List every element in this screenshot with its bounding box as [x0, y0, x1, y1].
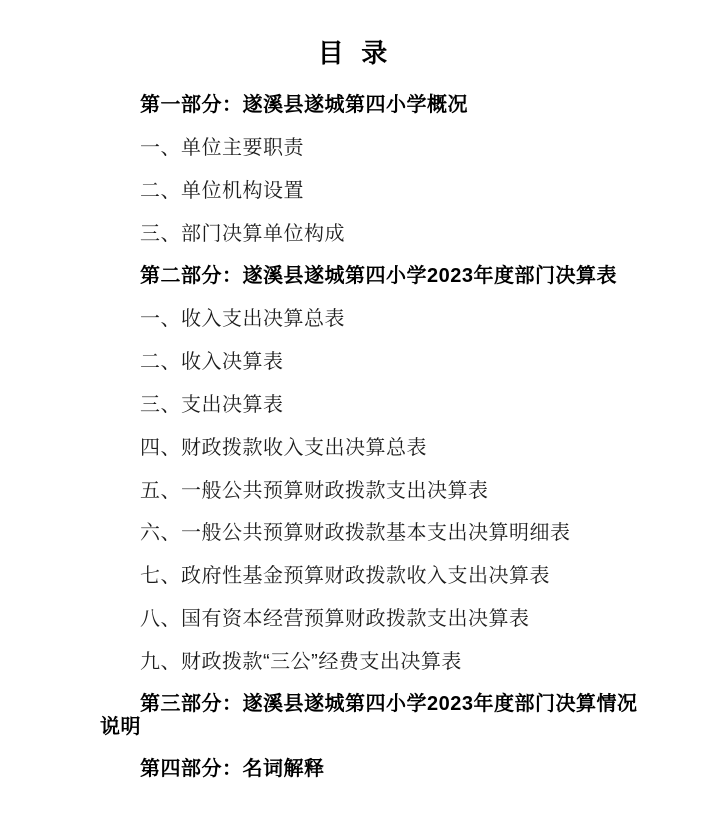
part1-item-3: 三、部门决算单位构成: [140, 223, 345, 245]
part2-item-4: 四、财政拨款收入支出决算总表: [140, 437, 427, 459]
part2-item-6: 六、一般公共预算财政拨款基本支出决算明细表: [140, 522, 571, 544]
part2-heading: 第二部分：遂溪县遂城第四小学2023年度部门决算表: [140, 265, 617, 287]
part3-heading-line1: 第三部分：遂溪县遂城第四小学2023年度部门决算情况: [140, 693, 638, 715]
part1-item-2: 二、单位机构设置: [140, 180, 304, 202]
part2-item-8: 八、国有资本经营预算财政拨款支出决算表: [140, 608, 530, 630]
part2-item-1: 一、收入支出决算总表: [140, 308, 345, 330]
part3-heading-line2: 说明: [100, 716, 141, 738]
toc-title: 目 录: [317, 38, 389, 68]
part4-heading: 第四部分：名词解释: [140, 758, 325, 780]
part1-item-1: 一、单位主要职责: [140, 137, 304, 159]
part2-item-9: 九、财政拨款“三公”经费支出决算表: [140, 651, 462, 673]
part2-item-3: 三、支出决算表: [140, 394, 284, 416]
part1-heading: 第一部分：遂溪县遂城第四小学概况: [140, 94, 468, 116]
part2-item-7: 七、政府性基金预算财政拨款收入支出决算表: [140, 565, 550, 587]
part2-item-5: 五、一般公共预算财政拨款支出决算表: [140, 480, 489, 502]
part2-item-2: 二、收入决算表: [140, 351, 284, 373]
